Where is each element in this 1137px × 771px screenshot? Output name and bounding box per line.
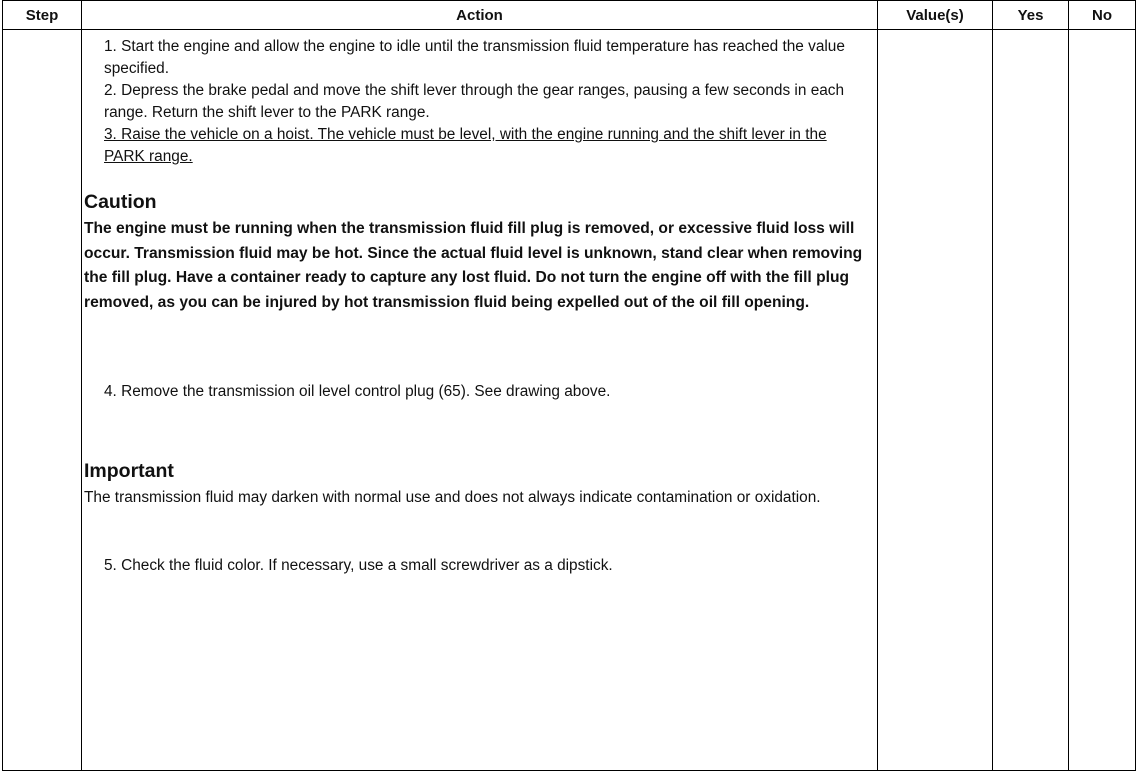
no-cell bbox=[1069, 30, 1136, 771]
important-heading: Important bbox=[84, 460, 174, 482]
values-cell bbox=[878, 30, 993, 771]
header-values: Value(s) bbox=[878, 1, 993, 30]
header-action: Action bbox=[82, 1, 878, 30]
action-cell bbox=[82, 30, 878, 771]
important-text: The transmission fluid may darken with normal use and does not always indicate contamination or oxidation. bbox=[84, 489, 821, 506]
step-1-text: 1. Start the engine and allow the engine to idle until the transmission fluid temperature has reached the value specified. bbox=[104, 38, 845, 77]
step-4-text: 4. Remove the transmission oil level control plug (65). See drawing above. bbox=[104, 383, 611, 400]
table-header-row bbox=[3, 1, 1136, 30]
step-number-cell bbox=[3, 30, 82, 771]
yes-cell bbox=[993, 30, 1069, 771]
header-yes: Yes bbox=[993, 1, 1069, 30]
table-row bbox=[3, 30, 1136, 771]
procedure-sheet bbox=[2, 0, 1135, 739]
step-2-text: 2. Depress the brake pedal and move the shift lever through the gear ranges, pausing a few seconds in each range. Return the shift lever to the PARK range. bbox=[104, 82, 845, 121]
step-5-text: 5. Check the fluid color. If necessary, use a small screwdriver as a dipstick. bbox=[104, 557, 613, 574]
caution-text: The engine must be running when the transmission fluid fill plug is removed, or excessive fluid loss will occur. Transmission fluid may be hot. Since the actual fluid level is unknown, stand clear when removing the fill plug. Have a container ready to capture any lost fluid. Do not turn the engine off with the fill plug removed, as you can be injured by hot transmission fluid being expelled out of the oil fill opening. bbox=[84, 220, 863, 311]
caution-heading: Caution bbox=[84, 191, 157, 213]
header-step: Step bbox=[3, 1, 82, 30]
diagnostic-steps-table bbox=[2, 0, 1136, 771]
step-3-text: 3. Raise the vehicle on a hoist. The vehicle must be level, with the engine running and the shift lever in the PARK range. bbox=[104, 126, 827, 165]
header-no: No bbox=[1069, 1, 1136, 30]
